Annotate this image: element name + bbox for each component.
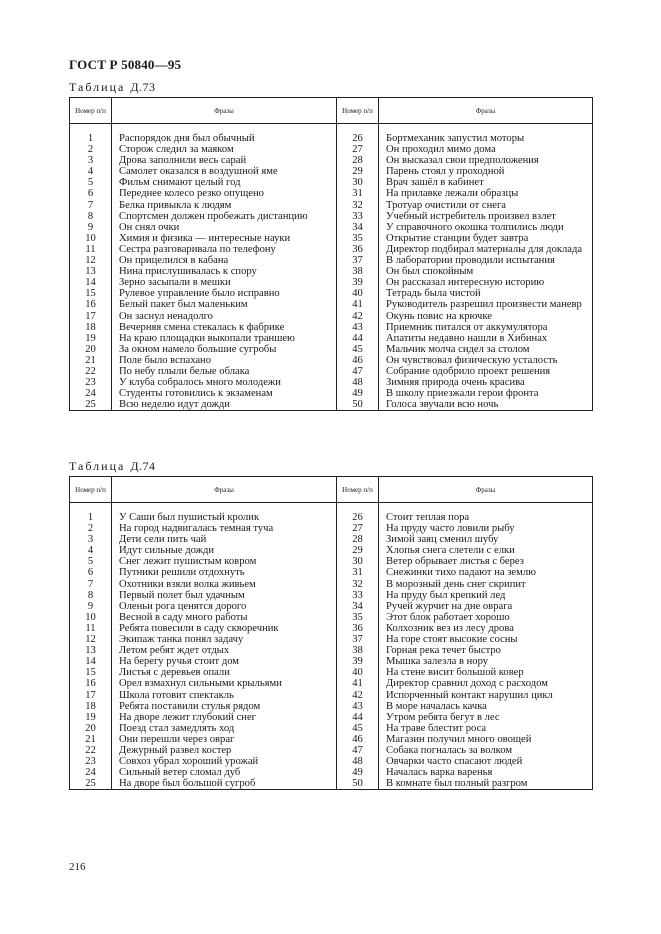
phrase-text: На город надвигалась темная туча bbox=[112, 523, 337, 534]
row-number: 14 bbox=[70, 656, 112, 667]
phrase-text: Орел взмахнул сильными крыльями bbox=[112, 678, 337, 689]
row-number: 13 bbox=[70, 645, 112, 656]
row-number: 40 bbox=[337, 288, 379, 299]
row-number: 23 bbox=[70, 756, 112, 767]
phrase-text: Окунь повис на крючке bbox=[379, 311, 593, 322]
phrase-text: Учебный истребитель произвел взлет bbox=[379, 211, 593, 222]
phrase-text: Дети сели пить чай bbox=[112, 534, 337, 545]
row-number: 11 bbox=[70, 244, 112, 255]
table-row bbox=[70, 188, 593, 199]
phrase-text: Снег лежит пушистым ковром bbox=[112, 556, 337, 567]
table-row bbox=[70, 166, 593, 177]
phrase-text: Химия и физика — интересные науки bbox=[112, 233, 337, 244]
table-row bbox=[70, 567, 593, 578]
table-row bbox=[70, 366, 593, 377]
phrase-text: Он заснул ненадолго bbox=[112, 311, 337, 322]
row-number: 32 bbox=[337, 579, 379, 590]
row-number: 17 bbox=[70, 690, 112, 701]
phrase-text: Вечерняя смена стекалась к фабрике bbox=[112, 322, 337, 333]
row-number: 42 bbox=[337, 311, 379, 322]
phrase-text: Овчарки часто спасают людей bbox=[379, 756, 593, 767]
phrase-text: Сильный ветер сломал дуб bbox=[112, 767, 337, 778]
row-number: 33 bbox=[337, 590, 379, 601]
table-row bbox=[70, 656, 593, 667]
row-number: 1 bbox=[70, 133, 112, 144]
column-header-phrases: Фразы bbox=[379, 98, 593, 124]
phrase-text: Директор подбирал материалы для доклада bbox=[379, 244, 593, 255]
row-number: 20 bbox=[70, 723, 112, 734]
phrase-text: В школу приезжали герои фронта bbox=[379, 388, 593, 399]
phrase-text: Испорченный контакт нарушил цикл bbox=[379, 690, 593, 701]
row-number: 43 bbox=[337, 322, 379, 333]
row-number: 28 bbox=[337, 534, 379, 545]
table-row bbox=[70, 678, 593, 689]
row-number: 25 bbox=[70, 778, 112, 790]
table-row bbox=[70, 701, 593, 712]
table-row bbox=[70, 322, 593, 333]
row-number: 29 bbox=[337, 166, 379, 177]
row-number: 33 bbox=[337, 211, 379, 222]
row-number: 39 bbox=[337, 277, 379, 288]
phrase-text: Дежурный развел костер bbox=[112, 745, 337, 756]
column-header-number: Номер п/п bbox=[70, 477, 112, 503]
table-row bbox=[70, 690, 593, 701]
row-number: 50 bbox=[337, 399, 379, 411]
phrase-table-d74 bbox=[69, 476, 593, 790]
phrase-text: Ребята повесили в саду скворечник bbox=[112, 623, 337, 634]
row-number: 25 bbox=[70, 399, 112, 411]
phrase-text: Началась варка варенья bbox=[379, 767, 593, 778]
phrase-text: Белый пакет был маленьким bbox=[112, 299, 337, 310]
phrase-text: Открытие станции будет завтра bbox=[379, 233, 593, 244]
phrase-text: Стоит теплая пора bbox=[379, 512, 593, 523]
phrase-text: Белка привыкла к людям bbox=[112, 200, 337, 211]
table-row bbox=[70, 344, 593, 355]
phrase-text: Фильм снимают целый год bbox=[112, 177, 337, 188]
phrase-text: Он рассказал интересную историю bbox=[379, 277, 593, 288]
row-number: 29 bbox=[337, 545, 379, 556]
phrase-text: Рулевое управление было исправно bbox=[112, 288, 337, 299]
phrase-text: На дворе лежит глубокий снег bbox=[112, 712, 337, 723]
row-number: 7 bbox=[70, 579, 112, 590]
phrase-text: Тротуар очистили от снега bbox=[379, 200, 593, 211]
phrase-text: Сестра разговаривала по телефону bbox=[112, 244, 337, 255]
table-row bbox=[70, 745, 593, 756]
phrase-text: Голоса звучали всю ночь bbox=[379, 399, 593, 411]
row-number: 12 bbox=[70, 255, 112, 266]
table-row bbox=[70, 634, 593, 645]
row-number: 38 bbox=[337, 645, 379, 656]
phrase-text: Зимой заяц сменил шубу bbox=[379, 534, 593, 545]
table-row bbox=[70, 767, 593, 778]
row-number: 24 bbox=[70, 388, 112, 399]
phrase-text: Директор сравнил доход с расходом bbox=[379, 678, 593, 689]
row-number: 32 bbox=[337, 200, 379, 211]
table-row bbox=[70, 756, 593, 767]
phrase-text: Мышка залезла в нору bbox=[379, 656, 593, 667]
phrase-text: Ребята поставили стулья рядом bbox=[112, 701, 337, 712]
phrase-text: Самолет оказался в воздушной яме bbox=[112, 166, 337, 177]
spacer-row bbox=[70, 124, 593, 134]
row-number: 4 bbox=[70, 545, 112, 556]
row-number: 39 bbox=[337, 656, 379, 667]
phrase-text: Охотники взяли волка живьем bbox=[112, 579, 337, 590]
phrase-text: Первый полет был удачным bbox=[112, 590, 337, 601]
table-row bbox=[70, 667, 593, 678]
row-number: 9 bbox=[70, 601, 112, 612]
row-number: 14 bbox=[70, 277, 112, 288]
row-number: 30 bbox=[337, 177, 379, 188]
table-row bbox=[70, 377, 593, 388]
row-number: 19 bbox=[70, 333, 112, 344]
row-number: 45 bbox=[337, 344, 379, 355]
phrase-text: Распорядок дня был обычный bbox=[112, 133, 337, 144]
row-number: 46 bbox=[337, 355, 379, 366]
table-row bbox=[70, 177, 593, 188]
table-row bbox=[70, 534, 593, 545]
phrase-text: Он высказал свои предположения bbox=[379, 155, 593, 166]
phrase-text: Летом ребят ждет отдых bbox=[112, 645, 337, 656]
phrase-text: На прилавке лежали образцы bbox=[379, 188, 593, 199]
phrase-text: Весной в саду много работы bbox=[112, 612, 337, 623]
row-number: 28 bbox=[337, 155, 379, 166]
phrase-text: Нина прислушивалась к спору bbox=[112, 266, 337, 277]
phrase-text: Бортмеханик запустил моторы bbox=[379, 133, 593, 144]
row-number: 15 bbox=[70, 667, 112, 678]
phrase-text: Мальчик молча сидел за столом bbox=[379, 344, 593, 355]
row-number: 27 bbox=[337, 523, 379, 534]
table-row bbox=[70, 299, 593, 310]
table-row bbox=[70, 233, 593, 244]
row-number: 48 bbox=[337, 377, 379, 388]
phrase-text: Ветер обрывает листья с берез bbox=[379, 556, 593, 567]
phrase-text: Парень стоял у проходной bbox=[379, 166, 593, 177]
row-number: 31 bbox=[337, 188, 379, 199]
row-number: 23 bbox=[70, 377, 112, 388]
row-number: 38 bbox=[337, 266, 379, 277]
phrase-text: На стене висит большой ковер bbox=[379, 667, 593, 678]
phrase-text: У справочного окошка толпились люди bbox=[379, 222, 593, 233]
row-number: 8 bbox=[70, 590, 112, 601]
row-number: 49 bbox=[337, 767, 379, 778]
table-row bbox=[70, 601, 593, 612]
row-number: 15 bbox=[70, 288, 112, 299]
row-number: 27 bbox=[337, 144, 379, 155]
phrase-text: Зерно засыпали в мешки bbox=[112, 277, 337, 288]
row-number: 9 bbox=[70, 222, 112, 233]
phrase-text: Снежинки тихо падают на землю bbox=[379, 567, 593, 578]
table-row bbox=[70, 645, 593, 656]
table-row bbox=[70, 266, 593, 277]
spacer-row bbox=[70, 503, 593, 513]
phrase-text: По небу плыли белые облака bbox=[112, 366, 337, 377]
row-number: 26 bbox=[337, 512, 379, 523]
phrase-text: Магазин получил много овощей bbox=[379, 734, 593, 745]
phrase-text: Школа готовит спектакль bbox=[112, 690, 337, 701]
phrase-text: Хлопья снега слетели с елки bbox=[379, 545, 593, 556]
row-number: 44 bbox=[337, 712, 379, 723]
phrase-text: В море началась качка bbox=[379, 701, 593, 712]
table-row bbox=[70, 333, 593, 344]
table-row bbox=[70, 155, 593, 166]
phrase-text: Поезд стал замедлять ход bbox=[112, 723, 337, 734]
row-number: 5 bbox=[70, 177, 112, 188]
table-row bbox=[70, 244, 593, 255]
row-number: 16 bbox=[70, 678, 112, 689]
row-number: 21 bbox=[70, 734, 112, 745]
row-number: 3 bbox=[70, 155, 112, 166]
phrase-text: Собрание одобрило проект решения bbox=[379, 366, 593, 377]
phrase-text: Он был спокойным bbox=[379, 266, 593, 277]
row-number: 7 bbox=[70, 200, 112, 211]
column-header-phrases: Фразы bbox=[379, 477, 593, 503]
table-row bbox=[70, 556, 593, 567]
row-number: 30 bbox=[337, 556, 379, 567]
row-number: 41 bbox=[337, 678, 379, 689]
phrase-text: Поле было вспахано bbox=[112, 355, 337, 366]
row-number: 6 bbox=[70, 188, 112, 199]
table-row bbox=[70, 545, 593, 556]
row-number: 41 bbox=[337, 299, 379, 310]
row-number: 36 bbox=[337, 623, 379, 634]
phrase-text: Собака погналась за волком bbox=[379, 745, 593, 756]
row-number: 2 bbox=[70, 144, 112, 155]
row-number: 6 bbox=[70, 567, 112, 578]
row-number: 43 bbox=[337, 701, 379, 712]
table-d73-title bbox=[69, 80, 156, 95]
phrase-text: Горная река течет быстро bbox=[379, 645, 593, 656]
phrase-text: Экипаж танка понял задачу bbox=[112, 634, 337, 645]
standard-header: ГОСТ Р 50840—95 bbox=[69, 57, 182, 72]
phrase-text: Ручей журчит на дне оврага bbox=[379, 601, 593, 612]
phrase-text: Дрова заполнили весь сарай bbox=[112, 155, 337, 166]
row-number: 48 bbox=[337, 756, 379, 767]
phrase-text: Они перешли через овраг bbox=[112, 734, 337, 745]
phrase-text: В морозный день снег скрипит bbox=[379, 579, 593, 590]
column-header-number: Номер п/п bbox=[337, 98, 379, 124]
table-title-number: Д.74 bbox=[130, 459, 156, 473]
phrase-text: На пруду часто ловили рыбу bbox=[379, 523, 593, 534]
phrase-text: Апатиты недавно нашли в Хибинах bbox=[379, 333, 593, 344]
table-title-word: Таблица bbox=[69, 80, 126, 94]
phrase-text: Колхозник вез из лесу дрова bbox=[379, 623, 593, 634]
table-row bbox=[70, 399, 593, 411]
table-title-number: Д.73 bbox=[130, 80, 156, 94]
row-number: 10 bbox=[70, 233, 112, 244]
phrase-text: Всю неделю идут дожди bbox=[112, 399, 337, 411]
table-row bbox=[70, 612, 593, 623]
row-number: 1 bbox=[70, 512, 112, 523]
table-row bbox=[70, 144, 593, 155]
row-number: 8 bbox=[70, 211, 112, 222]
phrase-text: На пруду был крепкий лед bbox=[379, 590, 593, 601]
phrase-text: Руководитель разрешил произвести маневр bbox=[379, 299, 593, 310]
phrase-table-d73 bbox=[69, 97, 593, 411]
row-number: 17 bbox=[70, 311, 112, 322]
table-row bbox=[70, 277, 593, 288]
phrase-text: В лаборатории проводили испытания bbox=[379, 255, 593, 266]
phrase-text: Переднее колесо резко опущено bbox=[112, 188, 337, 199]
phrase-text: Этот блок работает хорошо bbox=[379, 612, 593, 623]
table-row bbox=[70, 200, 593, 211]
phrase-text: Врач зашёл в кабинет bbox=[379, 177, 593, 188]
column-header-number: Номер п/п bbox=[70, 98, 112, 124]
row-number: 4 bbox=[70, 166, 112, 177]
row-number: 22 bbox=[70, 745, 112, 756]
row-number: 26 bbox=[337, 133, 379, 144]
phrase-text: У клуба собралось много молодежи bbox=[112, 377, 337, 388]
phrase-text: Сторож следил за маяком bbox=[112, 144, 337, 155]
table-row bbox=[70, 712, 593, 723]
table-row bbox=[70, 211, 593, 222]
table-row bbox=[70, 512, 593, 523]
phrase-text: Листья с деревьев опали bbox=[112, 667, 337, 678]
row-number: 42 bbox=[337, 690, 379, 701]
table-row bbox=[70, 255, 593, 266]
page-number: 216 bbox=[69, 861, 86, 873]
phrase-text: Идут сильные дожди bbox=[112, 545, 337, 556]
row-number: 50 bbox=[337, 778, 379, 790]
phrase-text: За окном намело большие сугробы bbox=[112, 344, 337, 355]
phrase-text: Студенты готовились к экзаменам bbox=[112, 388, 337, 399]
row-number: 34 bbox=[337, 601, 379, 612]
row-number: 35 bbox=[337, 612, 379, 623]
row-number: 10 bbox=[70, 612, 112, 623]
table-row bbox=[70, 734, 593, 745]
column-header-number: Номер п/п bbox=[337, 477, 379, 503]
phrase-text: Утром ребята бегут в лес bbox=[379, 712, 593, 723]
phrase-text: Он снял очки bbox=[112, 222, 337, 233]
table-row bbox=[70, 311, 593, 322]
table-row bbox=[70, 579, 593, 590]
row-number: 19 bbox=[70, 712, 112, 723]
row-number: 49 bbox=[337, 388, 379, 399]
table-row bbox=[70, 288, 593, 299]
phrase-text: На краю площадки выкопали траншею bbox=[112, 333, 337, 344]
table-row bbox=[70, 778, 593, 790]
row-number: 45 bbox=[337, 723, 379, 734]
phrase-text: На берегу ручья стоит дом bbox=[112, 656, 337, 667]
row-number: 22 bbox=[70, 366, 112, 377]
table-d74-title bbox=[69, 459, 156, 474]
phrase-text: Он прицелился в кабана bbox=[112, 255, 337, 266]
row-number: 5 bbox=[70, 556, 112, 567]
phrase-text: Приемник питался от аккумулятора bbox=[379, 322, 593, 333]
table-title-word: Таблица bbox=[69, 459, 126, 473]
phrase-text: Оленьи рога ценятся дорого bbox=[112, 601, 337, 612]
row-number: 11 bbox=[70, 623, 112, 634]
row-number: 35 bbox=[337, 233, 379, 244]
table-row bbox=[70, 623, 593, 634]
column-header-phrases: Фразы bbox=[112, 477, 337, 503]
phrase-text: Он проходил мимо дома bbox=[379, 144, 593, 155]
table-row bbox=[70, 388, 593, 399]
table-row bbox=[70, 723, 593, 734]
phrase-text: Тетрадь была чистой bbox=[379, 288, 593, 299]
row-number: 20 bbox=[70, 344, 112, 355]
row-number: 44 bbox=[337, 333, 379, 344]
row-number: 31 bbox=[337, 567, 379, 578]
row-number: 36 bbox=[337, 244, 379, 255]
row-number: 46 bbox=[337, 734, 379, 745]
phrase-text: У Саши был пушистый кролик bbox=[112, 512, 337, 523]
table-row bbox=[70, 590, 593, 601]
row-number: 47 bbox=[337, 745, 379, 756]
row-number: 47 bbox=[337, 366, 379, 377]
row-number: 16 bbox=[70, 299, 112, 310]
table-row bbox=[70, 133, 593, 144]
phrase-text: В комнате был полный разгром bbox=[379, 778, 593, 790]
table-row bbox=[70, 222, 593, 233]
row-number: 2 bbox=[70, 523, 112, 534]
table-row bbox=[70, 523, 593, 534]
phrase-text: Он чувствовал физическую усталость bbox=[379, 355, 593, 366]
phrase-text: Спортсмен должен пробежать дистанцию bbox=[112, 211, 337, 222]
row-number: 13 bbox=[70, 266, 112, 277]
column-header-phrases: Фразы bbox=[112, 98, 337, 124]
phrase-text: Путники решили отдохнуть bbox=[112, 567, 337, 578]
row-number: 12 bbox=[70, 634, 112, 645]
phrase-text: На горе стоят высокие сосны bbox=[379, 634, 593, 645]
row-number: 37 bbox=[337, 255, 379, 266]
row-number: 18 bbox=[70, 322, 112, 333]
row-number: 3 bbox=[70, 534, 112, 545]
row-number: 24 bbox=[70, 767, 112, 778]
row-number: 37 bbox=[337, 634, 379, 645]
phrase-text: Совхоз убрал хороший урожай bbox=[112, 756, 337, 767]
phrase-text: Зимняя природа очень красива bbox=[379, 377, 593, 388]
phrase-text: На дворе был большой сугроб bbox=[112, 778, 337, 790]
phrase-text: На траве блестит роса bbox=[379, 723, 593, 734]
row-number: 40 bbox=[337, 667, 379, 678]
table-row bbox=[70, 355, 593, 366]
row-number: 34 bbox=[337, 222, 379, 233]
row-number: 18 bbox=[70, 701, 112, 712]
row-number: 21 bbox=[70, 355, 112, 366]
